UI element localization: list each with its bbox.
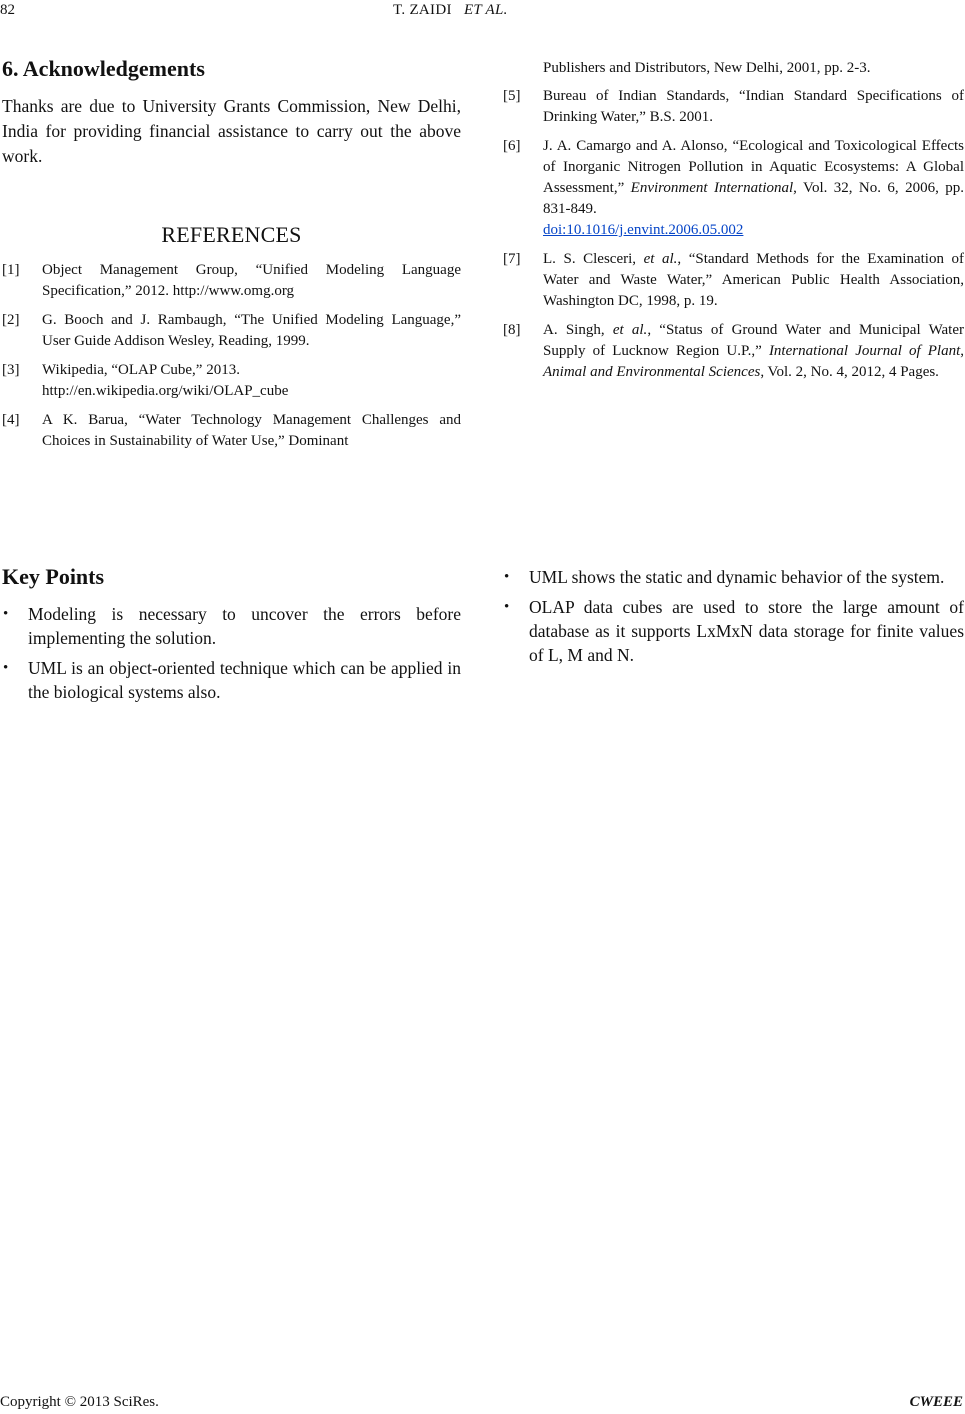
key-point-text: Modeling is necessary to uncover the errors before implementing the solution. — [28, 604, 461, 648]
reference-text: Bureau of Indian Standards, “Indian Standard Specifications of Drinking Water,” B.S. 2001. — [543, 88, 964, 125]
reference-et-al: et al. — [643, 251, 678, 267]
reference-doi-link[interactable]: doi:10.1016/j.envint.2006.05.002 — [543, 222, 744, 238]
reference-text — [42, 360, 461, 402]
key-point — [2, 656, 461, 704]
acknowledgements-heading: 6. Acknowledgements — [2, 56, 205, 81]
reference-6 — [503, 136, 964, 241]
key-point-text: OLAP data cubes are used to store the large amount of database as it supports LxMxN data storage for finite values of L, M and N. — [529, 597, 964, 665]
running-header-et-al: ET AL. — [463, 2, 508, 18]
acknowledgements-text: Thanks are due to University Grants Commission, New Delhi, India for providing financial assistance to carry out the above work. — [2, 96, 461, 166]
key-points-list-continued — [503, 565, 964, 667]
reference-title: Wikipedia, “OLAP Cube,” 2013. — [42, 362, 240, 378]
reference-3 — [2, 360, 461, 402]
reference-number: [8] — [503, 322, 521, 338]
reference-text-part: , “Standard Methods for the Examination of Water and Waste Water,” American Public Health Association, Washington DC, 1998, p. 19. — [543, 251, 965, 309]
reference-number: [7] — [503, 251, 521, 267]
key-point — [2, 602, 461, 650]
reference-text-part: , Vol. 2, No. 4, 2012, 4 Pages. — [760, 364, 939, 380]
reference-text — [543, 136, 964, 241]
reference-text — [543, 249, 964, 312]
reference-text-part: A. Singh, — [543, 322, 613, 338]
reference-number: [5] — [503, 88, 521, 104]
running-header-author: T. ZAIDI — [393, 2, 452, 18]
reference-number: [2] — [2, 312, 20, 328]
references-left — [2, 222, 461, 460]
reference-journal: Environment International — [630, 180, 794, 196]
reference-text: G. Booch and J. Rambaugh, “The Unified Modeling Language,” User Guide Addison Wesley, Reading, 1999. — [42, 312, 461, 349]
running-header — [393, 2, 508, 19]
reference-number: [4] — [2, 412, 20, 428]
reference-text — [543, 320, 964, 383]
key-point — [503, 595, 964, 667]
reference-journal: Animal and Environmental Sciences — [543, 364, 761, 380]
key-point — [503, 565, 964, 589]
reference-1 — [2, 260, 461, 302]
reference-number: [6] — [503, 138, 521, 154]
reference-4-continuation: Publishers and Distributors, New Delhi, 2001, pp. 2-3. — [543, 60, 871, 76]
key-points-left — [2, 564, 461, 710]
reference-journal: International Journal of Plant — [768, 343, 961, 359]
reference-text-part: , “Status of Ground Water and Municipal Water Supply of Lucknow Region U.P.,” — [543, 322, 965, 359]
reference-text: Object Management Group, “Unified Modeling Language Specification,” 2012. http://www.omg.org — [42, 262, 461, 299]
bullet-icon: • — [504, 569, 510, 585]
journal-abbreviation: CWEEE — [909, 1394, 963, 1410]
references-right — [503, 58, 964, 391]
reference-text-part: L. S. Clesceri, — [543, 251, 644, 267]
reference-url: http://en.wikipedia.org/wiki/OLAP_cube — [42, 383, 289, 399]
reference-text-part: J. A. Camargo and A. Alonso, “Ecological and Toxicological Effects of Inorganic Nitrogen Pollution in Aquatic Ecosystems: A Global Assessment,” — [543, 138, 964, 196]
reference-et-al: et al. — [612, 322, 648, 338]
reference-number: [1] — [2, 262, 20, 278]
left-column — [2, 56, 461, 169]
bullet-icon: • — [3, 660, 9, 676]
reference-7 — [503, 249, 964, 312]
key-point-text: UML is an object-oriented technique which can be applied in the biological systems also. — [28, 658, 461, 702]
copyright-notice: Copyright © 2013 SciRes. — [0, 1394, 159, 1410]
bullet-icon: • — [3, 606, 9, 622]
reference-4 — [2, 410, 461, 452]
references-heading: REFERENCES — [161, 222, 302, 247]
reference-text-part: , Vol. 32, No. 6, 2006, pp. 831-849. — [543, 180, 964, 217]
bullet-icon: • — [504, 599, 510, 615]
reference-text-part: , — [960, 343, 964, 359]
key-points-list — [2, 602, 461, 704]
reference-text: A K. Barua, “Water Technology Management Challenges and Choices in Sustainability of Water Use,” Dominant — [42, 412, 461, 449]
reference-8 — [503, 320, 964, 383]
key-points-heading: Key Points — [2, 564, 105, 589]
reference-2 — [2, 310, 461, 352]
reference-number: [3] — [2, 362, 20, 378]
reference-5 — [503, 86, 964, 128]
key-points-right — [503, 565, 964, 673]
key-point-text: UML shows the static and dynamic behavior of the system. — [529, 567, 945, 587]
page-number: 82 — [0, 2, 15, 18]
